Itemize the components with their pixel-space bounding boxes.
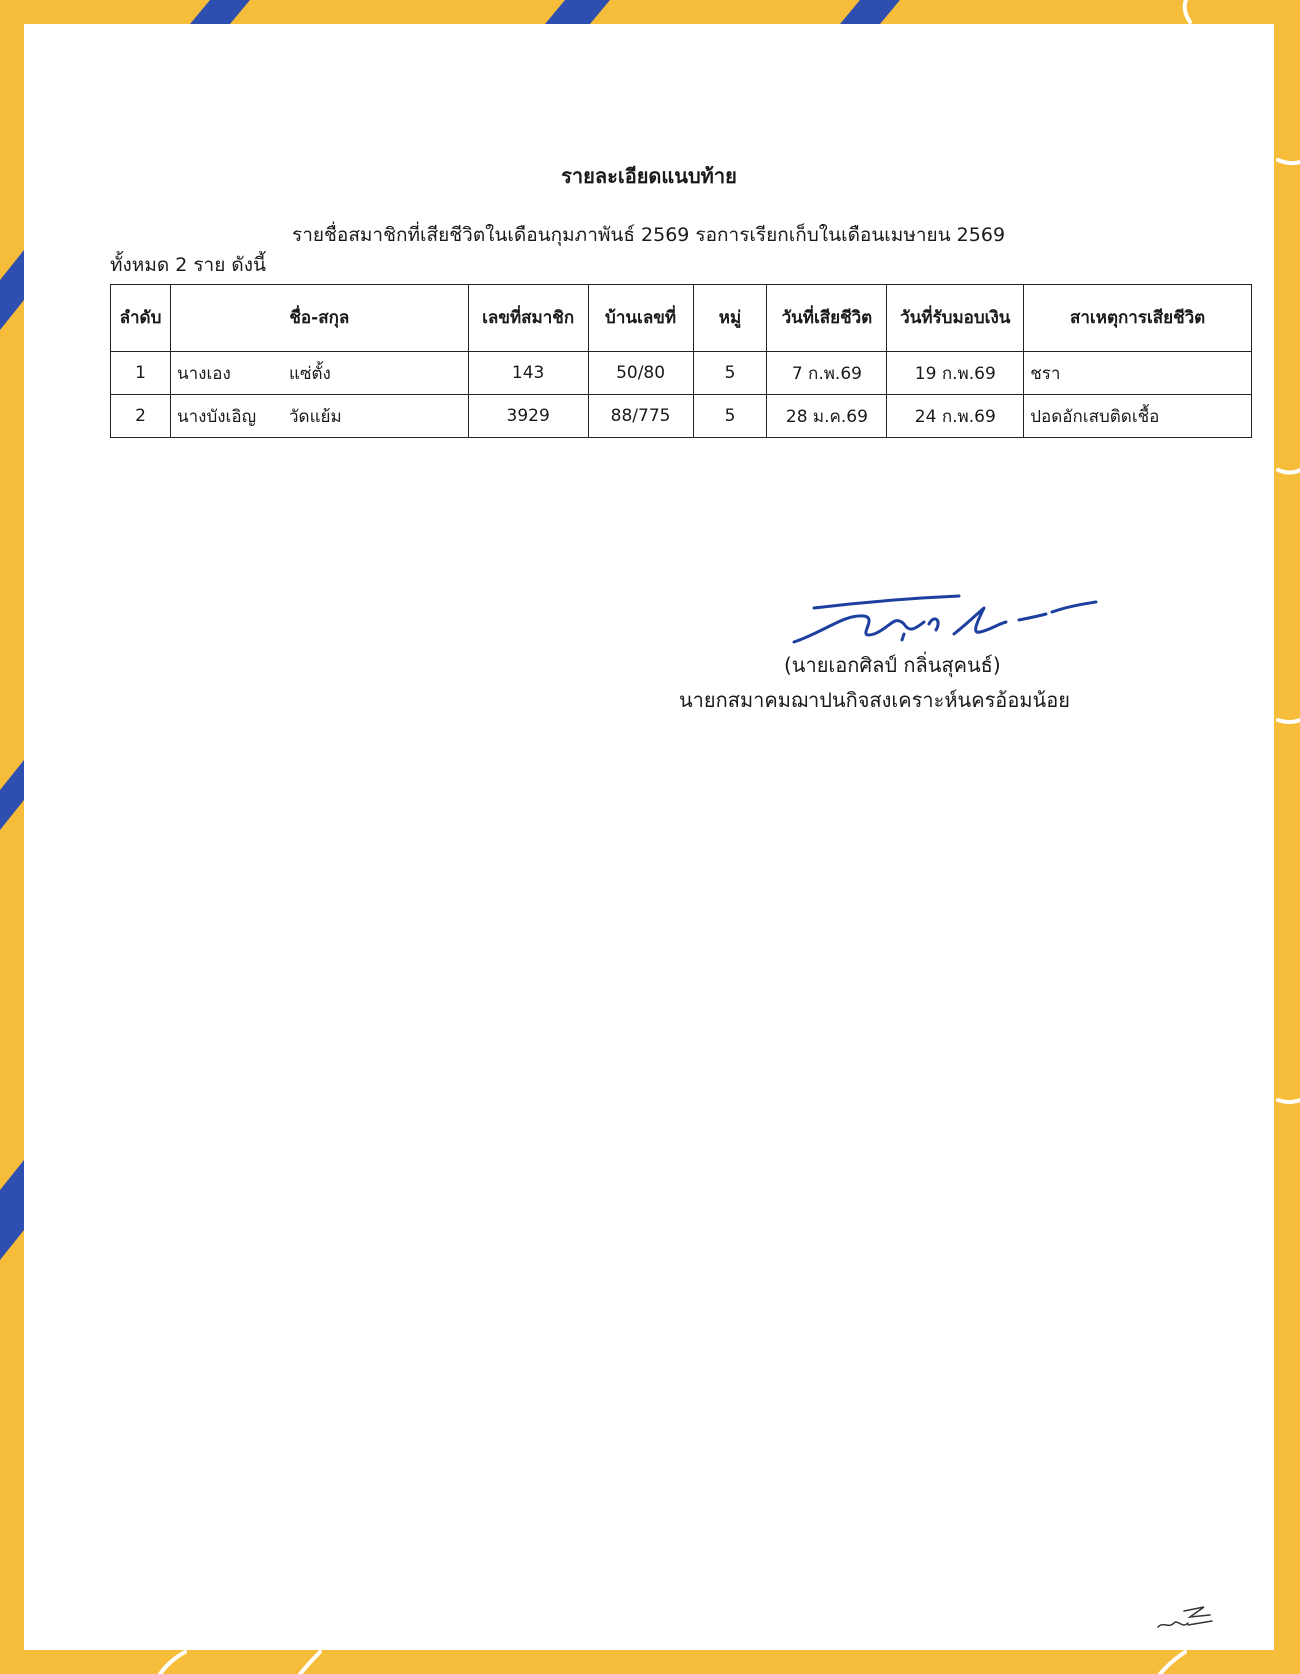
row-cause: ชรา bbox=[1024, 352, 1252, 395]
row-house-no: 50/80 bbox=[588, 352, 693, 395]
row-order: 1 bbox=[111, 352, 171, 395]
row-order: 2 bbox=[111, 395, 171, 438]
row-house-no: 88/775 bbox=[588, 395, 693, 438]
row-member-no: 143 bbox=[468, 352, 588, 395]
row-moo: 5 bbox=[693, 352, 767, 395]
signer-name: (นายเอกศิลป์ กลิ่นสุคนธ์) bbox=[784, 653, 1001, 677]
document-page bbox=[24, 24, 1274, 1650]
row-payout-date: 19 ก.พ.69 bbox=[887, 352, 1024, 395]
intro-line-2: ทั้งหมด 2 ราย ดังนี้ bbox=[110, 254, 267, 276]
document-title: รายละเอียดแนบท้าย bbox=[561, 164, 737, 188]
header-moo: หมู่ bbox=[693, 285, 767, 352]
intro-line-1: รายชื่อสมาชิกที่เสียชีวิตในเดือนกุมภาพันธ์ 2569 รอการเรียกเก็บในเดือนเมษายน 2569 bbox=[292, 224, 1006, 246]
row-name bbox=[170, 395, 468, 438]
row-death-date: 7 ก.พ.69 bbox=[767, 352, 887, 395]
initials-scribble bbox=[1154, 1599, 1224, 1639]
table-row bbox=[111, 352, 1252, 395]
row-last-name: วัดแย้ม bbox=[288, 406, 342, 427]
signer-position: นายกสมาคมฌาปนกิจสงเคราะห์นครอ้อมน้อย bbox=[679, 688, 1070, 712]
header-payout-date: วันที่รับมอบเงิน bbox=[887, 285, 1024, 352]
header-name: ชื่อ-สกุล bbox=[170, 285, 468, 352]
row-death-date: 28 ม.ค.69 bbox=[767, 395, 887, 438]
row-name bbox=[170, 352, 468, 395]
table-row bbox=[111, 395, 1252, 438]
header-cause: สาเหตุการเสียชีวิต bbox=[1024, 285, 1252, 352]
row-payout-date: 24 ก.พ.69 bbox=[887, 395, 1024, 438]
row-member-no: 3929 bbox=[468, 395, 588, 438]
row-moo: 5 bbox=[693, 395, 767, 438]
header-death-date: วันที่เสียชีวิต bbox=[767, 285, 887, 352]
row-last-name: แซ่ตั้ง bbox=[288, 363, 331, 384]
deceased-members-table bbox=[110, 284, 1252, 438]
signature-scribble bbox=[784, 594, 1124, 654]
header-member-no: เลขที่สมาชิก bbox=[468, 285, 588, 352]
header-house-no: บ้านเลขที่ bbox=[588, 285, 693, 352]
row-cause: ปอดอักเสบติดเชื้อ bbox=[1024, 395, 1252, 438]
row-first-name: นางบังเอิญ bbox=[176, 406, 257, 427]
table-header-row bbox=[111, 285, 1252, 352]
header-order: ลำดับ bbox=[111, 285, 171, 352]
row-first-name: นางเอง bbox=[176, 363, 231, 384]
